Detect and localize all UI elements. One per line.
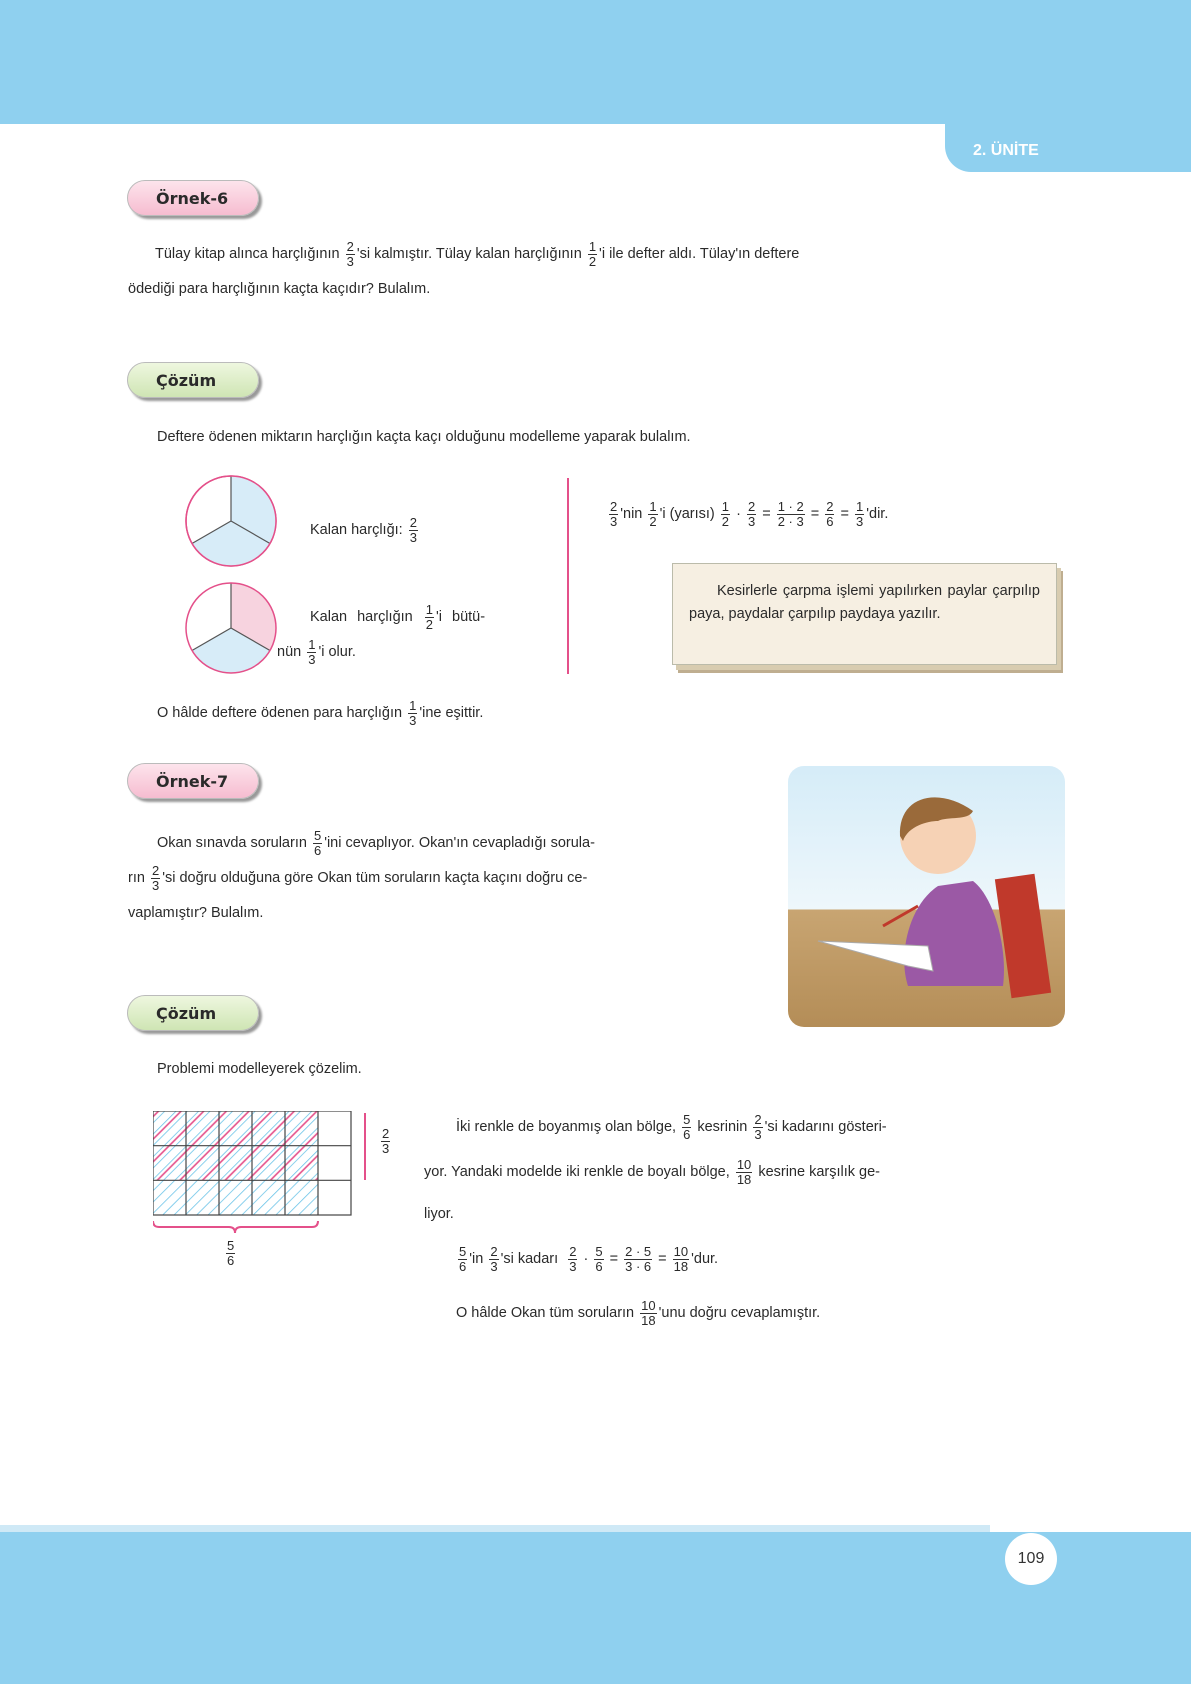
text-segment: 18 bbox=[673, 1258, 689, 1274]
pie-models bbox=[183, 474, 283, 674]
fraction bbox=[624, 1245, 652, 1274]
text-segment: 'nin bbox=[620, 506, 643, 522]
ex6-line-2: ödediği para harçlığının kaçta kaçıdır? Bulalım. bbox=[128, 281, 431, 297]
fraction bbox=[640, 1299, 656, 1328]
fraction bbox=[682, 1113, 691, 1142]
text-segment: 3 bbox=[856, 513, 864, 529]
numerator: 2 bbox=[826, 498, 834, 514]
numerator: 1 bbox=[649, 498, 657, 514]
text-segment: 18 bbox=[641, 1312, 656, 1328]
text-segment: kesrine karşılık ge- bbox=[758, 1164, 880, 1180]
text-segment bbox=[818, 941, 933, 971]
text-segment bbox=[788, 766, 1065, 1027]
unit-label: 2. ÜNİTE bbox=[973, 142, 1039, 159]
fraction bbox=[825, 500, 834, 529]
numerator: 1 bbox=[425, 601, 433, 617]
text-segment: 'si kalmıştır. Tülay kalan harçlığının bbox=[356, 246, 582, 262]
text-segment: = bbox=[810, 506, 820, 522]
fraction bbox=[307, 638, 316, 667]
numerator: 1 bbox=[588, 238, 597, 254]
text-segment: 3 · 6 bbox=[625, 1258, 652, 1274]
sol6-intro: Deftere ödenen miktarın harçlığın kaçta kaçı olduğunu modelleme yaparak bulalım. bbox=[157, 429, 691, 445]
numerator: 2 bbox=[382, 1125, 390, 1141]
multiplication-equation bbox=[607, 497, 888, 531]
numerator: 5 bbox=[227, 1237, 235, 1253]
text-segment: Kalan harçlığın bbox=[310, 609, 413, 625]
text-segment bbox=[904, 881, 1004, 986]
fraction bbox=[673, 1245, 689, 1274]
numerator: 1 · 2 bbox=[777, 498, 804, 514]
numerator: 1 bbox=[308, 636, 316, 652]
text-segment: 6 bbox=[826, 513, 834, 529]
text-segment: 'si doğru olduğuna göre Okan tüm soruların kaçta kaçını doğru ce- bbox=[162, 870, 588, 886]
fraction bbox=[346, 240, 355, 269]
fraction bbox=[736, 1158, 752, 1187]
text-segment: 'i ile defter aldı. Tülay'ın deftere bbox=[599, 246, 800, 262]
text-segment: 18 bbox=[736, 1171, 752, 1187]
numerator: 2 bbox=[754, 1111, 762, 1127]
solution-label: Çözüm bbox=[156, 371, 217, 390]
numerator: 2 bbox=[409, 514, 417, 530]
pie-two-thirds bbox=[186, 476, 276, 566]
fraction bbox=[721, 500, 730, 529]
text-segment: 'dur. bbox=[691, 1251, 719, 1267]
example-6-label: Örnek-6 bbox=[156, 189, 229, 208]
curly-brace bbox=[565, 478, 569, 674]
ex6-line-1 bbox=[155, 237, 799, 271]
text-segment: 3 bbox=[490, 1258, 498, 1274]
sol7-equation bbox=[456, 1242, 718, 1276]
fraction bbox=[648, 500, 657, 529]
text-segment: kesrinin bbox=[697, 1119, 748, 1135]
area-model-grid bbox=[153, 1111, 443, 1271]
fraction bbox=[151, 864, 160, 893]
text-segment: Kalan harçlığı: bbox=[310, 522, 403, 538]
numerator: 5 bbox=[459, 1243, 467, 1259]
numerator: 2 bbox=[569, 1243, 577, 1259]
half-of-remaining bbox=[310, 600, 485, 634]
boy-writing-illustration bbox=[788, 766, 1065, 1027]
text-segment: 6 bbox=[313, 842, 322, 858]
fraction bbox=[568, 1245, 577, 1274]
fraction bbox=[588, 240, 597, 269]
fraction bbox=[609, 500, 618, 529]
fraction bbox=[489, 1245, 498, 1274]
text-segment: 3 bbox=[569, 1258, 577, 1274]
text-segment: 3 bbox=[610, 513, 618, 529]
numerator: 1 bbox=[721, 498, 730, 514]
numerator: 5 bbox=[595, 1243, 603, 1259]
text-segment: 2 bbox=[649, 513, 657, 529]
sol7-intro: Problemi modelleyerek çözelim. bbox=[157, 1061, 362, 1077]
text-segment: O hâlde Okan tüm soruların bbox=[456, 1305, 635, 1321]
fraction bbox=[753, 1113, 762, 1142]
text-segment: 'i bütü- bbox=[436, 609, 486, 625]
numerator: 10 bbox=[736, 1156, 752, 1172]
ex7-line-1 bbox=[157, 826, 595, 860]
sol6-conclusion bbox=[157, 696, 483, 730]
sol7-line-3: liyor. bbox=[424, 1206, 454, 1222]
text-segment: 'in bbox=[469, 1251, 484, 1267]
text-segment: 'si kadarını gösteri- bbox=[764, 1119, 887, 1135]
pie-one-third bbox=[186, 583, 276, 673]
sol7-conclusion bbox=[456, 1296, 820, 1330]
ex7-line-2 bbox=[128, 861, 587, 895]
text-segment: 'ine eşittir. bbox=[419, 705, 484, 721]
text-segment: 2 bbox=[721, 513, 730, 529]
numerator: 5 bbox=[683, 1111, 691, 1127]
text-segment: 6 bbox=[459, 1258, 467, 1274]
numerator: 2 bbox=[346, 238, 354, 254]
text-segment: 'si kadarı bbox=[500, 1251, 559, 1267]
example-7-label: Örnek-7 bbox=[156, 772, 229, 791]
text-segment: 2 · 3 bbox=[777, 513, 804, 529]
text-segment: 3 bbox=[754, 1126, 762, 1142]
header-tab-corner bbox=[905, 118, 947, 124]
text-segment: = bbox=[762, 506, 771, 522]
page-number: 109 bbox=[1005, 1533, 1057, 1585]
numerator: 1 bbox=[856, 498, 864, 514]
text-segment: 2 bbox=[425, 616, 433, 632]
grid-bottom-label bbox=[224, 1236, 237, 1270]
sol7-line-2 bbox=[424, 1155, 880, 1189]
numerator: 5 bbox=[313, 827, 322, 843]
fraction bbox=[855, 500, 864, 529]
text-segment: 3 bbox=[151, 877, 160, 893]
text-segment: 'i olur. bbox=[318, 644, 356, 660]
text-segment: 'dir. bbox=[866, 506, 889, 522]
solution-6-badge bbox=[127, 362, 259, 398]
bottom-brace bbox=[153, 1221, 318, 1233]
third-of-whole bbox=[277, 635, 356, 669]
text-segment bbox=[689, 583, 717, 599]
text-segment: 3 bbox=[747, 513, 756, 529]
text-segment: 'i (yarısı) bbox=[659, 506, 715, 522]
numerator: 10 bbox=[641, 1297, 656, 1313]
text-segment: Okan sınavda soruların bbox=[157, 835, 307, 851]
text-segment: 3 bbox=[346, 253, 354, 269]
text-segment: = bbox=[609, 1251, 619, 1267]
text-segment: 2 bbox=[588, 253, 597, 269]
numerator: 2 bbox=[490, 1243, 498, 1259]
example-7-badge bbox=[127, 763, 259, 799]
text-segment: = bbox=[658, 1251, 667, 1267]
numerator: 10 bbox=[673, 1243, 689, 1259]
fraction bbox=[313, 829, 322, 858]
fraction bbox=[226, 1239, 235, 1268]
text-segment: 3 bbox=[382, 1140, 390, 1156]
fraction bbox=[777, 500, 805, 529]
rule-note bbox=[672, 563, 1057, 665]
numerator: 1 bbox=[409, 697, 417, 713]
unit-tab bbox=[945, 124, 1191, 172]
text-segment: Kesirlerle çarpma işlemi yapılırken paylar çarpılıp paya, paydalar çarpılıp paydaya yazılır. bbox=[689, 583, 1040, 622]
fraction bbox=[594, 1245, 603, 1274]
ex7-line-3: vaplamıştır? Bulalım. bbox=[128, 905, 264, 921]
text-segment: rın bbox=[128, 870, 145, 886]
text-segment: · bbox=[583, 1251, 589, 1267]
header-band bbox=[0, 0, 1191, 124]
text-segment: 3 bbox=[409, 529, 417, 545]
text-segment: İki renkle de boyanmış olan bölge, bbox=[456, 1119, 677, 1135]
text-segment: 6 bbox=[683, 1126, 691, 1142]
fraction bbox=[425, 603, 434, 632]
fraction bbox=[409, 516, 418, 545]
fraction bbox=[747, 500, 756, 529]
numerator: 2 bbox=[747, 498, 756, 514]
sol7-line-1 bbox=[456, 1110, 887, 1144]
text-segment: 6 bbox=[595, 1258, 603, 1274]
text-segment: 'ini cevaplıyor. Okan'ın cevapladığı sorula- bbox=[324, 835, 595, 851]
example-6-badge bbox=[127, 180, 259, 216]
solution-label: Çözüm bbox=[156, 1004, 217, 1023]
fraction bbox=[408, 699, 417, 728]
text-segment: 6 bbox=[227, 1252, 235, 1268]
text-segment: 3 bbox=[409, 712, 417, 728]
numerator: 2 bbox=[610, 498, 618, 514]
text-segment: Tülay kitap alınca harçlığının bbox=[155, 246, 340, 262]
text-segment: nün bbox=[277, 644, 302, 660]
text-segment: O hâlde deftere ödenen para harçlığın bbox=[157, 705, 403, 721]
text-segment: · bbox=[736, 506, 741, 522]
numerator: 2 bbox=[151, 862, 160, 878]
solution-7-badge bbox=[127, 995, 259, 1031]
fraction bbox=[458, 1245, 467, 1274]
grid-side-label bbox=[379, 1124, 392, 1158]
numerator: 2 · 5 bbox=[625, 1243, 652, 1259]
remaining-allowance bbox=[310, 513, 420, 547]
fraction bbox=[381, 1127, 390, 1156]
text-segment: = bbox=[840, 506, 849, 522]
text-segment: yor. Yandaki modelde iki renkle de boyalı bölge, bbox=[424, 1164, 730, 1180]
text-segment: 3 bbox=[308, 651, 316, 667]
text-segment: 'unu doğru cevaplamıştır. bbox=[658, 1305, 821, 1321]
